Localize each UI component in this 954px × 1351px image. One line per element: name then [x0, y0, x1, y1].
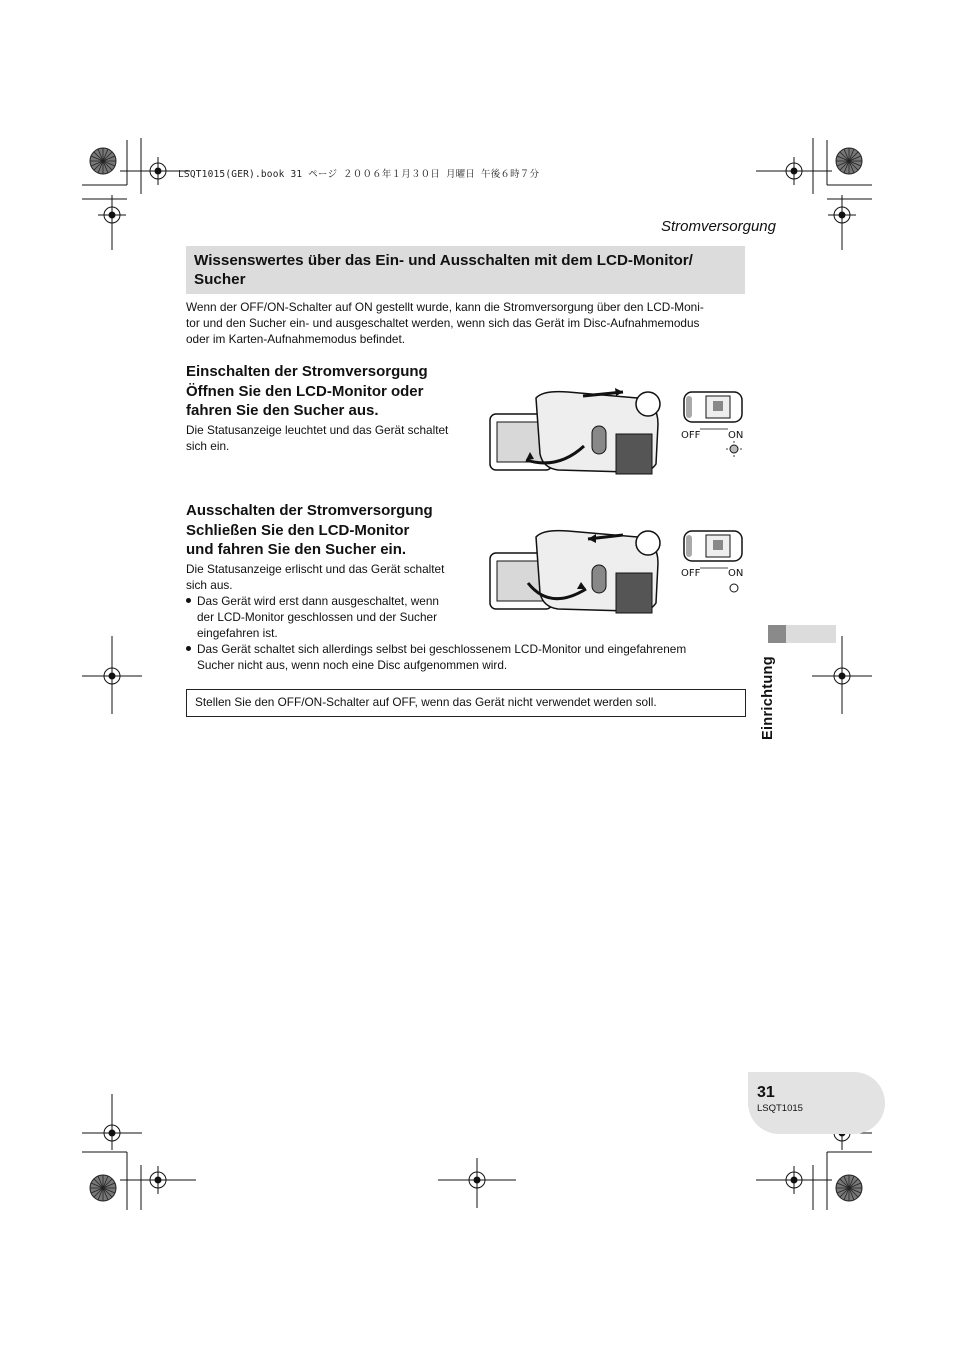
status-lamp-off-icon — [730, 584, 738, 592]
intro-paragraph — [186, 299, 746, 347]
power-off-title: Ausschalten der Stromversorgung — [186, 502, 433, 519]
camcorder-open-illustration — [488, 384, 750, 476]
power-on-status-line-1: Die Statusanzeige leuchtet und das Gerät schaltet — [186, 422, 449, 437]
power-on-action-line-2: fahren Sie den Sucher aus. — [186, 402, 379, 419]
section-label: Stromversorgung — [660, 218, 776, 235]
power-on-title: Einschalten der Stromversorgung — [186, 363, 428, 380]
side-tab-marker — [768, 625, 786, 643]
power-off-action-line-1: Schließen Sie den LCD-Monitor — [186, 521, 410, 539]
star-target-icon — [90, 148, 116, 174]
bullet-item: Das Gerät schaltet sich allerdings selbst bei geschlossenem LCD-Monitor und eingefahrenem Sucher nicht aus, wenn noch eine Disc aufgenommen wird. — [186, 641, 757, 673]
switch-on-label: ON — [728, 430, 744, 441]
power-off-status-line-2: sich aus. — [186, 577, 233, 592]
camcorder-closed-illustration — [488, 523, 750, 615]
page-code: LSQT1015 — [757, 1103, 803, 1114]
power-on-action-line-1: Öffnen Sie den LCD-Monitor oder — [186, 382, 424, 400]
bullet-item: Das Gerät wird erst dann ausgeschaltet, wenn der LCD-Monitor geschlossen und der Sucher eingefahren ist. — [186, 593, 757, 641]
heading-line-1: Wissenswertes über das Ein- und Ausschalten mit dem LCD-Monitor/ — [194, 252, 693, 269]
switch-off-label: OFF — [681, 568, 701, 579]
switch-on-label: ON — [728, 568, 744, 579]
power-off-action-line-2: und fahren Sie den Sucher ein. — [186, 541, 407, 558]
intro-line-1: Wenn der OFF/ON-Schalter auf ON gestellt wurde, kann die Stromversorgung über den LCD-Moni- — [186, 300, 704, 314]
power-on-status-line-2: sich ein. — [186, 438, 230, 453]
print-header: LSQT1015(GER).book 31 ページ ２００６年１月３０日 月曜日 午後６時７分 — [178, 169, 540, 180]
power-off-status-line-1: Die Statusanzeige erlischt und das Gerät schaltet — [186, 561, 445, 576]
note-box: Stellen Sie den OFF/ON-Schalter auf OFF, wenn das Gerät nicht verwendet werden soll. — [186, 689, 746, 717]
switch-off-label: OFF — [681, 430, 701, 441]
page-number: 31 — [757, 1084, 775, 1101]
power-on-section — [186, 362, 486, 454]
intro-line-3: oder im Karten-Aufnahmemodus befindet. — [186, 332, 406, 346]
side-tab-label: Einrichtung — [760, 656, 776, 740]
status-lamp-on-icon — [730, 445, 738, 453]
section-heading — [186, 246, 745, 294]
heading-line-2: Sucher — [194, 271, 246, 288]
intro-line-2: tor und den Sucher ein- und ausgeschaltet werden, wenn sich das Gerät im Disc-Aufnahmemodus — [186, 316, 700, 330]
